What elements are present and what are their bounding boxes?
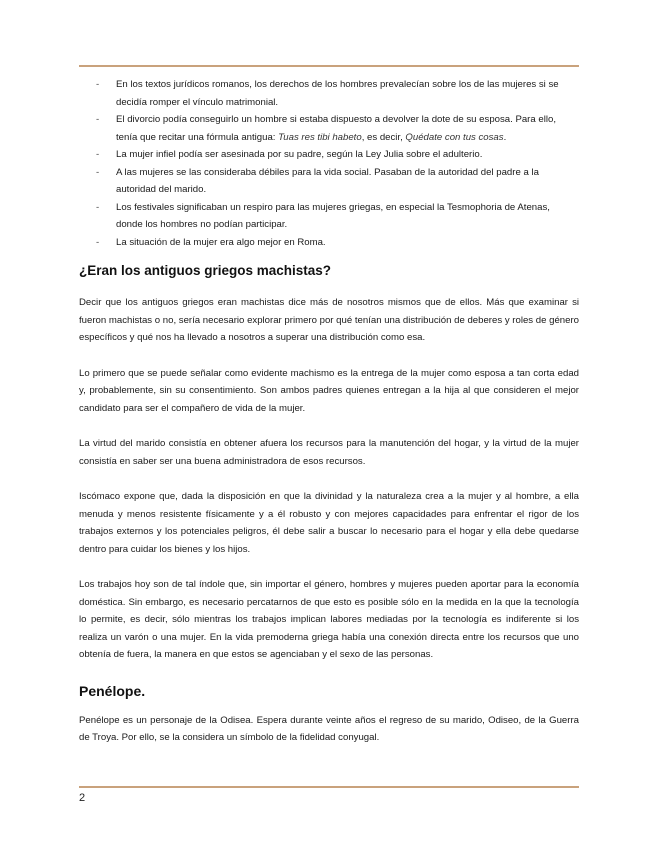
bullet-text: En los textos jurídicos romanos, los derechos de los hombres prevalecían sobre los de las mujeres si se decidía romper el vínculo matrimonial.: [116, 79, 559, 108]
bullet-text: La situación de la mujer era algo mejor en Roma.: [116, 236, 326, 248]
bullet-text: La mujer infiel podía ser asesinada por su padre, según la Ley Julia sobre el adulterio.: [116, 149, 483, 160]
paragraph: La virtud del marido consistía en obtener afuera los recursos para la manutención del hogar, y la virtud de la mujer consistía en saber ser una buena administradora de esos recursos.: [79, 438, 579, 467]
section-heading-penelope: Penélope.: [79, 682, 146, 699]
bullet-marker: -: [96, 201, 100, 213]
bullet-text: Los festivales significaban un respiro para las mujeres griegas, en especial la Tesmophoria de Atenas, donde los hombres no podían participar.: [116, 201, 550, 230]
bullet-marker: -: [96, 114, 100, 125]
section-penelope-body: [79, 712, 579, 747]
bullet-text: El divorcio podía conseguirlo un hombre si estaba dispuesto a devolver la dote de su esposa. Para ello, tenía que recitar una fórmula antigua:: [116, 114, 556, 143]
bullet-item: [79, 164, 579, 199]
bullet-marker: -: [96, 149, 100, 160]
section-heading-machistas: ¿Eran los antiguos griegos machistas?: [79, 263, 332, 278]
section-machistas-body: [79, 294, 579, 664]
bullet-marker: -: [96, 236, 100, 248]
footer-rule: [79, 786, 579, 788]
bullet-item: [79, 111, 579, 146]
bullet-list: [79, 76, 579, 251]
bullet-marker: -: [96, 79, 100, 90]
header-rule: [79, 65, 579, 67]
italic-phrase: Quédate con tus cosas: [405, 131, 504, 143]
page-number: 2: [79, 792, 86, 804]
bullet-item: [79, 146, 579, 164]
paragraph: Los trabajos hoy son de tal índole que, sin importar el género, hombres y mujeres pueden aportar para la economía doméstica. Sin embargo, es necesario percatarnos de que esto es posible sólo en la medida en la que la tecnología lo permite, es decir, sólo mientras los trabajos implican labores mediadas por la tecnología es indiferente si los realiza un varón o una mujer. En la vida premoderna griega había una conexión directa entre los recursos que uno obtenía de fuera, la manera en que estos se agenciaban y el sexo de las personas.: [79, 579, 579, 660]
bullet-item: [79, 199, 579, 234]
paragraph: Penélope es un personaje de la Odisea. Espera durante veinte años el regreso de su marido, Odiseo, de la Guerra de Troya. Por ello, se la considera un símbolo de la fidelidad conyugal.: [79, 714, 579, 743]
italic-phrase: Tuas res tibi habeto: [278, 131, 362, 143]
bullet-text: .: [503, 131, 507, 143]
paragraph: Iscómaco expone que, dada la disposición en que la divinidad y la naturaleza crea a la mujer y al hombre, a ella menuda y menos resistente físicamente y a él robusto y con mejores capacidades para enfrentar el rigor de los trabajos externos y los potenciales peligros, él debe salir a buscar lo necesario para el hogar y ella debe quedarse dentro para cuidar los bienes y los hijos.: [79, 491, 579, 555]
bullet-item: [79, 76, 579, 111]
paragraph: Lo primero que se puede señalar como evidente machismo es la entrega de la mujer como esposa a tan corta edad y, probablemente, sin su consentimiento. Son ambos padres quienes entregan a la hija al que consideren el mejor candidato para ser el compañero de vida de la mujer.: [79, 367, 579, 414]
bullet-text: A las mujeres se las consideraba débiles para la vida social. Pasaban de la autoridad del padre a la autoridad del marido.: [116, 166, 539, 195]
document-body: [79, 76, 579, 765]
bullet-marker: -: [96, 166, 100, 178]
bullet-item: [79, 234, 579, 252]
bullet-text: , es decir,: [361, 131, 406, 143]
paragraph: Decir que los antiguos griegos eran machistas dice más de nosotros mismos que de ellos. Más que examinar si fueron machistas o no, sería necesario explorar primero por qué tenían una distribución de deberes y roles de género específicos y qué nos ha llevado a nosotros a superar una distribución como esa.: [79, 297, 579, 343]
